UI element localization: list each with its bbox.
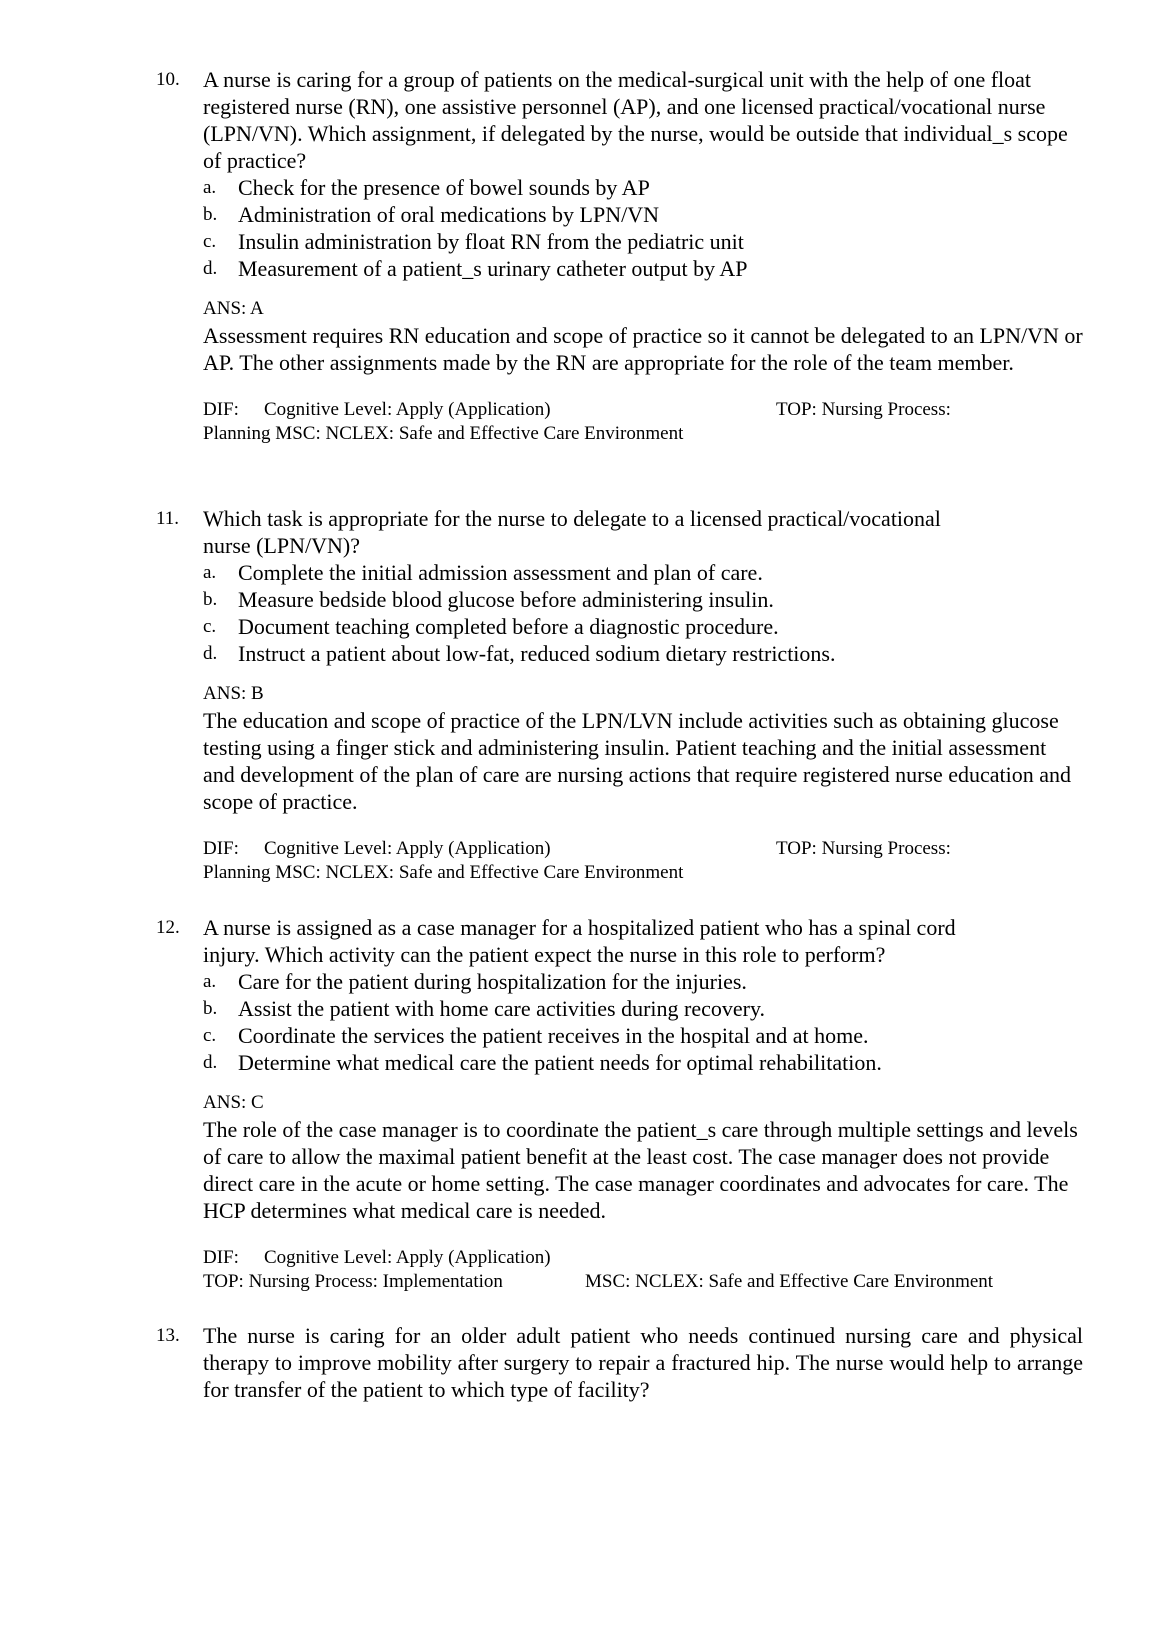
msc-line: Planning MSC: NCLEX: Safe and Effective Care Environment	[203, 862, 684, 883]
option-d	[203, 255, 1160, 282]
difficulty-label: DIF:	[203, 838, 239, 859]
topic: TOP: Nursing Process: Implementation	[203, 1271, 503, 1292]
option-text: Check for the presence of bowel sounds by AP	[238, 175, 650, 200]
question-10	[0, 66, 1160, 446]
question-12	[0, 914, 1160, 1294]
answer-key: ANS: A	[203, 298, 264, 319]
option-b	[203, 995, 1160, 1022]
topic: TOP: Nursing Process:	[776, 838, 951, 859]
question-number: 10.	[156, 69, 180, 90]
option-a	[203, 559, 1160, 586]
question-13	[0, 1322, 1160, 1403]
msc-line: Planning MSC: NCLEX: Safe and Effective Care Environment	[203, 423, 684, 444]
answer-key: ANS: C	[203, 1092, 264, 1113]
rationale: The role of the case manager is to coordinate the patient_s care through multiple settings and levels of care to allow the maximal patient benefit at the least cost. The case manager does not provide direct care in the acute or home setting. The case manager coordinates and advocates for care. The HCP determines what medical care is needed.	[203, 1117, 1078, 1223]
question-number: 12.	[156, 917, 180, 938]
option-a	[203, 968, 1160, 995]
option-text: Insulin administration by float RN from the pediatric unit	[238, 229, 744, 254]
option-b	[203, 201, 1160, 228]
option-text: Measurement of a patient_s urinary catheter output by AP	[238, 256, 748, 281]
option-letter: d.	[203, 643, 218, 664]
option-text: Document teaching completed before a diagnostic procedure.	[238, 614, 779, 639]
option-c	[203, 613, 1160, 640]
question-stem: A nurse is caring for a group of patients on the medical-surgical unit with the help of one float registered nurse (RN), one assistive personnel (AP), and one licensed practical/vocational nurse (LPN/VN). Which assignment, if delegated by the nurse, would be outside that individual_s scope of practice?	[203, 67, 1068, 173]
option-letter: b.	[203, 204, 218, 225]
option-letter: c.	[203, 1025, 217, 1046]
option-letter: b.	[203, 589, 218, 610]
cognitive-level: Cognitive Level: Apply (Application)	[264, 1247, 551, 1268]
option-letter: a.	[203, 562, 217, 583]
question-metadata	[203, 837, 1083, 885]
difficulty-label: DIF:	[203, 399, 239, 420]
rationale: Assessment requires RN education and scope of practice so it cannot be delegated to an LPN/VN or AP. The other assignments made by the RN are appropriate for the role of the team member.	[203, 323, 1083, 375]
answer-key: ANS: B	[203, 683, 264, 704]
msc-line: MSC: NCLEX: Safe and Effective Care Environment	[585, 1271, 994, 1292]
option-letter: c.	[203, 616, 217, 637]
option-c	[203, 228, 1160, 255]
option-letter: c.	[203, 231, 217, 252]
option-text: Measure bedside blood glucose before administering insulin.	[238, 587, 774, 612]
question-number: 11.	[156, 508, 180, 529]
option-letter: b.	[203, 998, 218, 1019]
cognitive-level: Cognitive Level: Apply (Application)	[264, 838, 551, 859]
option-text: Administration of oral medications by LPN/VN	[238, 202, 659, 227]
topic: TOP: Nursing Process:	[776, 399, 951, 420]
question-stem: A nurse is assigned as a case manager for a hospitalized patient who has a spinal cord injury. Which activity can the patient expect the nurse in this role to perform?	[203, 915, 956, 967]
answer-options	[203, 968, 1160, 1076]
cognitive-level: Cognitive Level: Apply (Application)	[264, 399, 551, 420]
question-stem: The nurse is caring for an older adult patient who needs continued nursing care and physical therapy to improve mobility after surgery to repair a fractured hip. The nurse would help to arrange for transfer of the patient to which type of facility?	[203, 1323, 1083, 1402]
option-text: Assist the patient with home care activities during recovery.	[238, 996, 766, 1021]
question-metadata	[203, 398, 1083, 446]
option-letter: d.	[203, 258, 218, 279]
option-text: Complete the initial admission assessment and plan of care.	[238, 560, 763, 585]
option-text: Coordinate the services the patient receives in the hospital and at home.	[238, 1023, 869, 1048]
question-11	[0, 505, 1160, 885]
option-text: Care for the patient during hospitalization for the injuries.	[238, 969, 747, 994]
option-d	[203, 1049, 1160, 1076]
option-d	[203, 640, 1160, 667]
option-text: Determine what medical care the patient needs for optimal rehabilitation.	[238, 1050, 882, 1075]
option-a	[203, 174, 1160, 201]
option-text: Instruct a patient about low-fat, reduced sodium dietary restrictions.	[238, 641, 836, 666]
option-letter: a.	[203, 177, 217, 198]
option-b	[203, 586, 1160, 613]
question-number: 13.	[156, 1325, 180, 1346]
answer-options	[203, 559, 1160, 667]
difficulty-label: DIF:	[203, 1247, 239, 1268]
answer-options	[203, 174, 1160, 282]
option-letter: d.	[203, 1052, 218, 1073]
question-stem: Which task is appropriate for the nurse to delegate to a licensed practical/vocational nurse (LPN/VN)?	[203, 506, 941, 558]
question-metadata	[203, 1246, 1083, 1294]
rationale: The education and scope of practice of the LPN/LVN include activities such as obtaining glucose testing using a finger stick and administering insulin. Patient teaching and the initial assessment and development of the plan of care are nursing actions that require registered nurse education and scope of practice.	[203, 708, 1072, 814]
option-c	[203, 1022, 1160, 1049]
option-letter: a.	[203, 971, 217, 992]
